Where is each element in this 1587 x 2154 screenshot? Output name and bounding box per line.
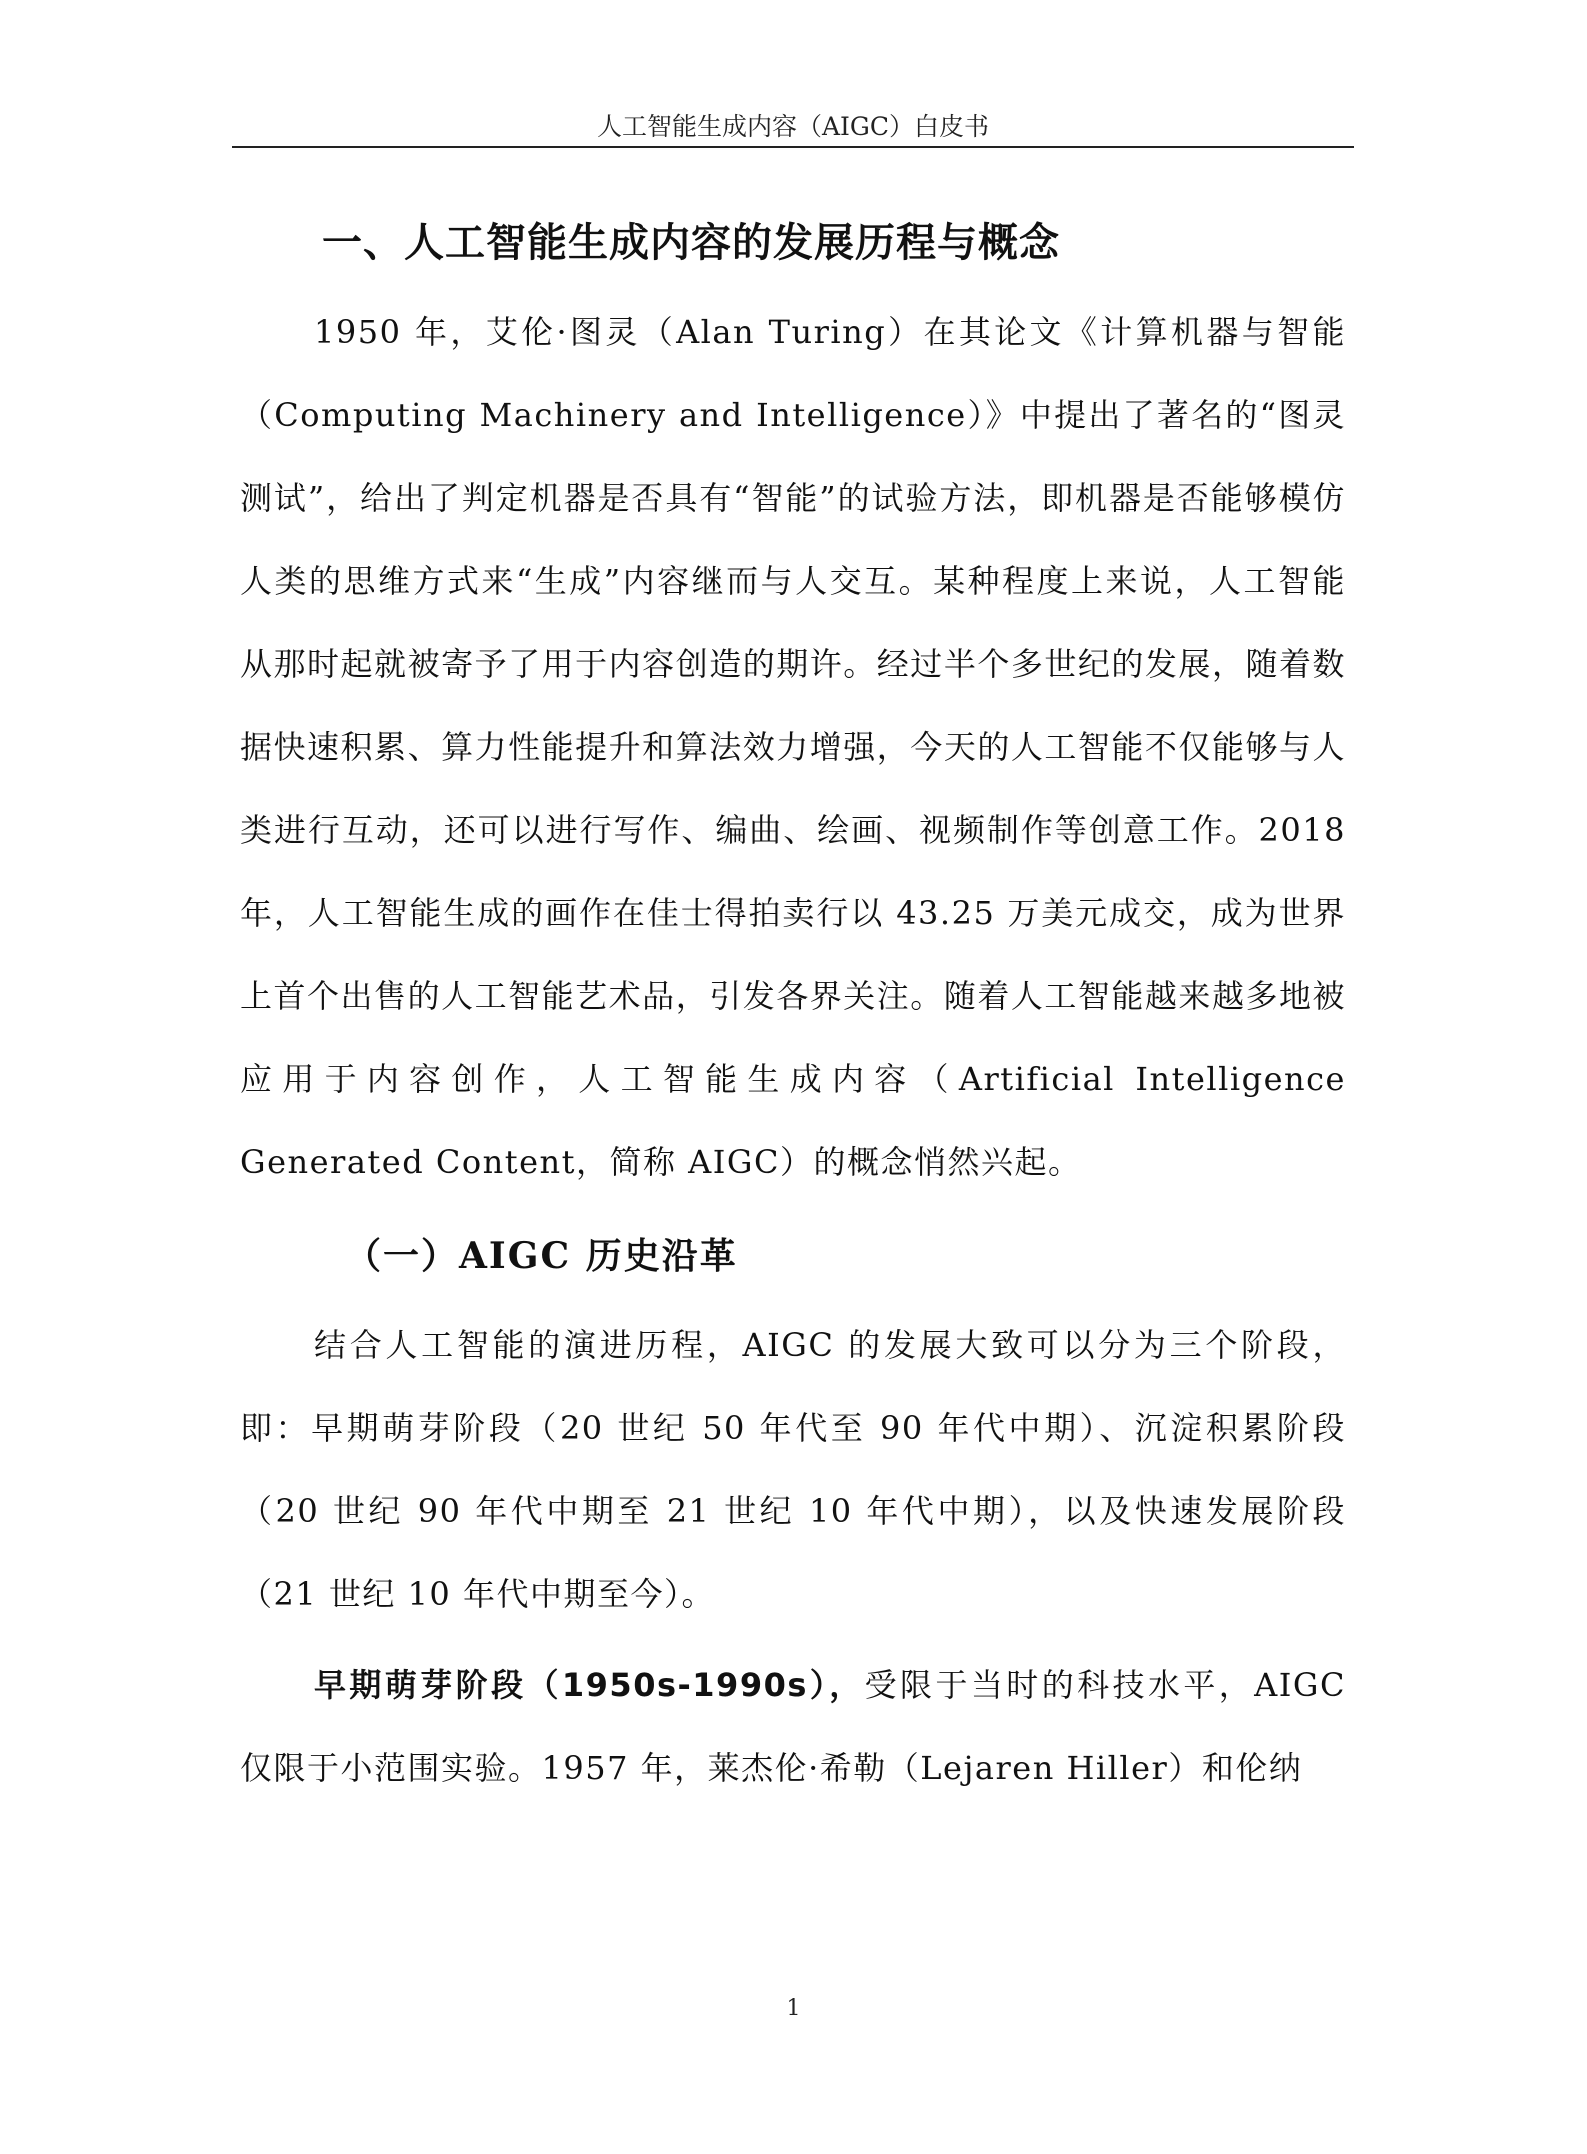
section-title-aigc-history: （一）AIGC 历史沿革 — [345, 1235, 738, 1277]
early-stage-lead: 早期萌芽阶段（1950s-1990s）， — [314, 1666, 865, 1704]
page-body — [240, 205, 1346, 1810]
early-stage-text: 受限于当时的科技水平，AIGC 仅限于小范围实验。1957 年，莱杰伦·希勒（Lejaren Hiller）和伦纳 — [240, 1666, 1346, 1787]
chapter-title: 一、人工智能生成内容的发展历程与概念 — [322, 220, 1060, 266]
page-number: 1 — [786, 1996, 801, 2021]
running-header: 人工智能生成内容（AIGC）白皮书 — [596, 112, 990, 141]
paragraph-early-stage — [240, 1644, 1346, 1810]
paragraph-turing-test: 1950 年，艾伦·图灵（Alan Turing）在其论文《计算机器与智能（Computing Machinery and Intelligence）》中提出了著名的“图灵测试”，给出了判定机器是否具有“智能”的试验方法，即机器是否能够模仿人类的思维方式来“生成”内容继而与人交互。某种程度上来说，人工智能从那时起就被寄予了用于内容创造的期许。经过半个多世纪的发展，随着数据快速积累、算力性能提升和算法效力增强，今天的人工智能不仅能够与人类进行互动，还可以进行写作、编曲、绘画、视频制作等创意工作。2018 年，人工智能生成的画作在佳士得拍卖行以 43.25 万美元成交，成为世界上首个出售的人工智能艺术品，引发各界关注。随着人工智能越来越多地被应用于内容创作，人工智能生成内容（Artificial Intelligence Generated Content，简称 AIGC）的概念悄然兴起。 — [240, 313, 1346, 1181]
header-rule — [232, 146, 1354, 148]
paragraph-three-stages: 结合人工智能的演进历程，AIGC 的发展大致可以分为三个阶段，即：早期萌芽阶段（20 世纪 50 年代至 90 年代中期）、沉淀积累阶段（20 世纪 90 年代中期至 21 世纪 10 年代中期），以及快速发展阶段（21 世纪 10 年代中期至今）。 — [240, 1326, 1346, 1613]
